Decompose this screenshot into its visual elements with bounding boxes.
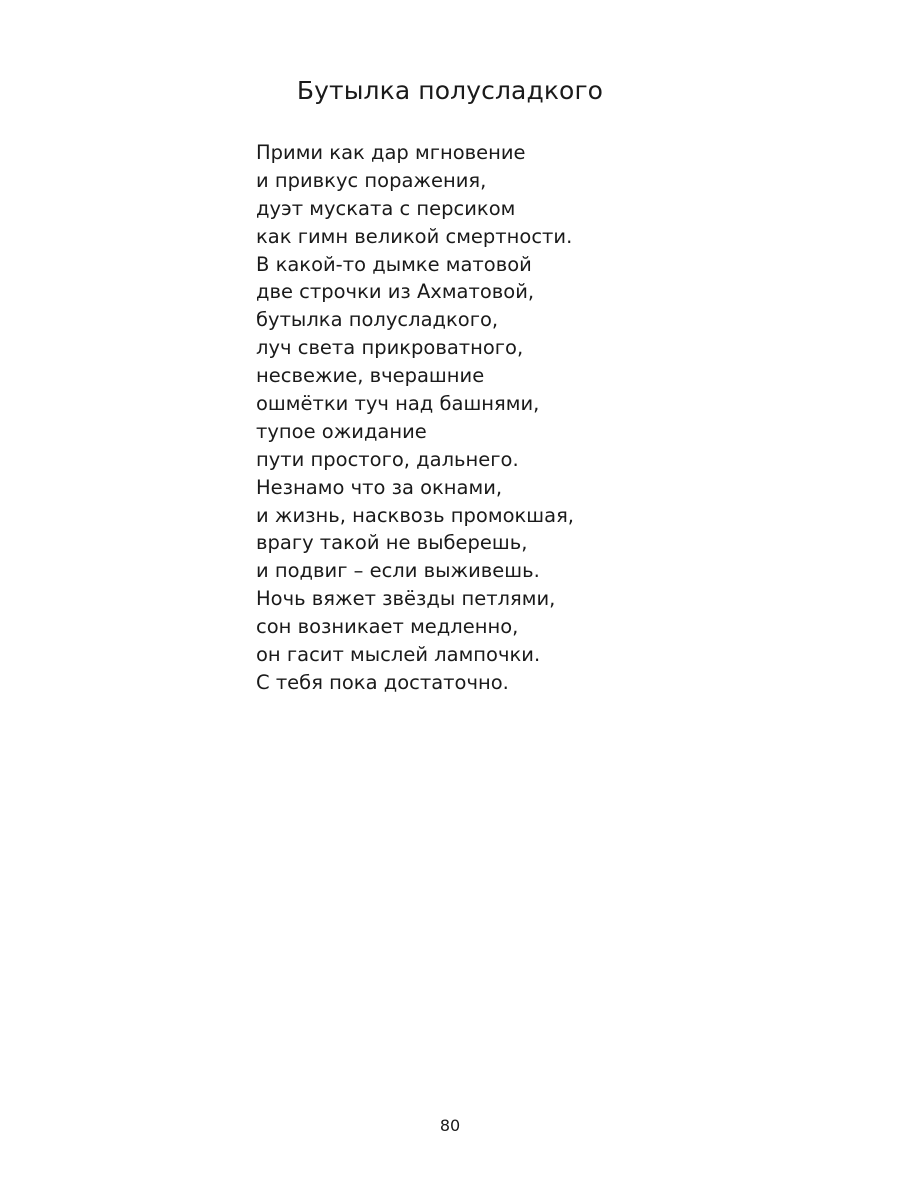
poem-line: сон возникает медленно,	[256, 615, 519, 639]
poem-line: две строчки из Ахматовой,	[256, 280, 535, 304]
poem-line: и жизнь, насквозь промокшая,	[256, 503, 574, 527]
poem-line: С тебя пока достаточно.	[256, 670, 509, 694]
poem-line: Прими как дар мгновение	[256, 141, 526, 164]
poem-line: врагу такой не выберешь,	[256, 531, 528, 555]
poem-line: пути простого, дальнего.	[256, 447, 519, 471]
poem-line: он гасит мыслей лампочки.	[256, 643, 541, 667]
poem-title: Бутылка полусладкого	[296, 76, 604, 105]
poem-line: дуэт муската с персиком	[256, 196, 516, 220]
poem-line: несвежие, вчерашние	[256, 364, 485, 388]
page-number: 80	[439, 1116, 461, 1135]
poem-line: тупое ожидание	[256, 419, 427, 443]
poem-line: ошмётки туч над башнями,	[256, 392, 540, 416]
poem-line: луч света прикроватного,	[256, 336, 524, 360]
poem-line: как гимн великой смертности.	[256, 224, 573, 248]
poem-body	[256, 139, 856, 697]
poem-line: Ночь вяжет звёзды петлями,	[256, 587, 556, 611]
poem-line: и привкус поражения,	[256, 168, 487, 192]
poem-line: Незнамо что за окнами,	[256, 475, 503, 499]
poem-line: В какой-то дымке матовой	[256, 252, 532, 276]
poem-line: и подвиг – если выживешь.	[256, 559, 540, 583]
poem-line: бутылка полусладкого,	[256, 308, 499, 332]
